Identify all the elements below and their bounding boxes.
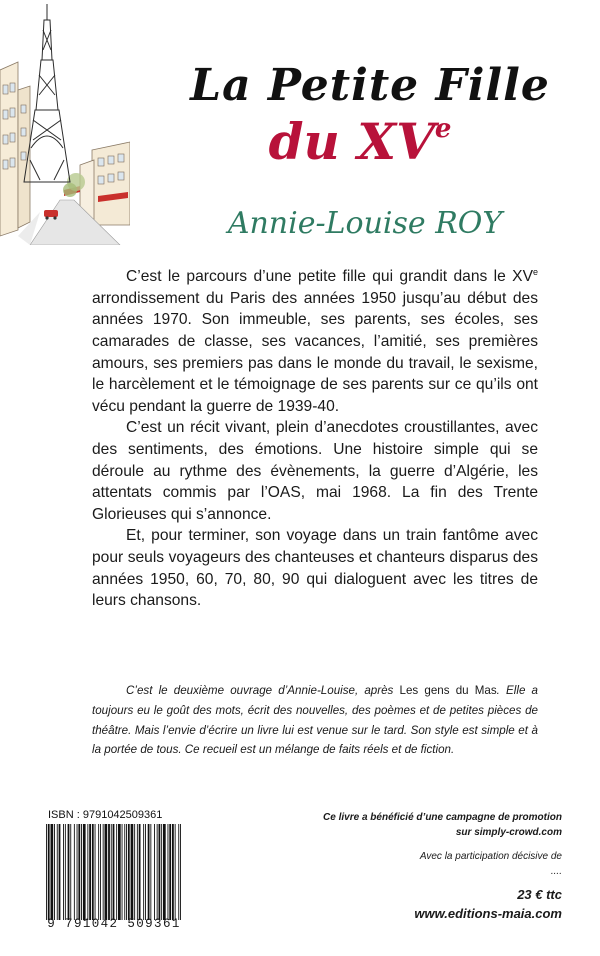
synopsis-p1-part-a: C’est le parcours d’une petite fille qui grandit dans le XV xyxy=(126,268,533,286)
promo-line-2: sur simply-crowd.com xyxy=(455,827,562,838)
synopsis-paragraph-3: Et, pour terminer, son voyage dans un train fantôme avec pour seuls voyageurs des chanteuses et chanteurs disparus des années 1950, 60, 70, 80, 90 qui dialoguent avec les titres de leurs chansons. xyxy=(92,527,538,610)
title-line2-superscript: e xyxy=(434,114,452,144)
publisher-website: www.editions-maia.com xyxy=(414,906,562,921)
author-name: Annie-Louise ROY xyxy=(227,206,503,241)
bio-previous-book: Les gens du Mas xyxy=(399,684,497,697)
partner-notice xyxy=(300,849,562,879)
barcode-number: 9 791042 509361 xyxy=(47,917,181,931)
synopsis-p1-superscript: e xyxy=(532,267,538,277)
title-line2-main: du XV xyxy=(268,112,435,171)
synopsis-p1-part-b: arrondissement du Paris des années 1950 jusqu’au début des années 1970. Son immeuble, ses parents, ses écoles, ses camarades de classe, ses vacances, l’amitié, ses premières amours, ses premiers pas dans le monde du travail, le sexisme, le harcèlement et le témoignage de ses parents sur ce qu’ils ont vécu pendant la guerre de 1939-40. xyxy=(92,289,538,415)
book-title-line1: La Petite Fille xyxy=(190,60,550,111)
author-bio-paragraph xyxy=(92,681,538,760)
price: 23 € ttc xyxy=(517,887,562,902)
author-bio xyxy=(92,681,538,760)
eiffel-tower-street-sketch-icon xyxy=(0,0,130,245)
synopsis-paragraph-1 xyxy=(92,262,538,417)
promo-notice xyxy=(300,810,562,840)
bio-part-b: . Elle a toujours eu le goût des mots, écrit des nouvelles, des poèmes et de petites pièces de théâtre. Mais l’envie d’écrire un livre lui est venue sur le tard. Son style est simple et à la portée de tous. Ce recueil est un mélange de faits réels et de fiction. xyxy=(92,684,539,757)
partner-line-1: Avec la participation décisive de xyxy=(419,851,562,862)
synopsis xyxy=(92,262,538,612)
bio-part-a: C’est le deuxième ouvrage d’Annie-Louise, après xyxy=(126,684,400,697)
promo-line-1: Ce livre a bénéficié d’une campagne de promotion xyxy=(323,812,562,823)
book-title-line2 xyxy=(150,112,570,171)
barcode-icon xyxy=(44,824,184,920)
synopsis-paragraph-2: C’est un récit vivant, plein d’anecdotes croustillantes, avec des sentiments, des émotions. Une histoire simple qui se déroule au rythme des évènements, la guerre d’Algérie, les attentats commis par l’OAS, mai 1968. La fin des Trente Glorieuses qui s’annonce. xyxy=(92,419,538,523)
partner-line-2: .... xyxy=(550,866,562,877)
isbn-label: ISBN : 9791042509361 xyxy=(48,809,163,821)
